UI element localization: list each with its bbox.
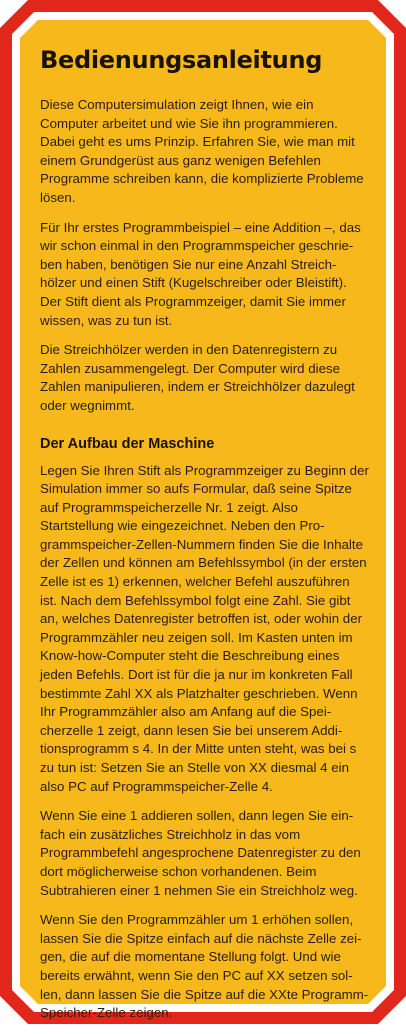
section-heading: Der Aufbau der Maschine xyxy=(40,435,215,452)
page-title: Bedienungsanleitung xyxy=(40,46,323,74)
first-program-paragraph: Für Ihr erstes Programmbeispiel – eine Addition –, das wir schon einmal in den Programmspeicher geschrie-ben haben, benötigen Sie nur eine Anzahl Streich-hölzer und einen Stift (Kugelschreiber oder Bleistift). Der Stift dient als Programmzeiger, damit Sie immer wissen, was zu tun ist. xyxy=(40,219,361,328)
add-subtract-paragraph: Wenn Sie eine 1 addieren sollen, dann legen Sie ein-fach ein zusätzliches Streichholz in das vom Programmbefehl angesprochene Datenregister zu den dort möglicherweise schon vorhandenen. Beim Subtrahieren einer 1 nehmen Sie ein Streichholz weg. xyxy=(40,808,361,898)
machine-structure-paragraph: Legen Sie Ihren Stift als Programmzeiger zu Beginn der Simulation immer so aufs Formular, daß seine Spitze auf Programmspeicherzelle Nr. 1 zeigt. Also Startstellung wie eingezeichnet. Neben den Pro-grammspeicher-Zellen-Nummern finden Sie die Inhalte der Zellen und können am Befehlssymbol (in der ersten Zelle ist es 1) erkennen, welcher Befehl auszuführen ist. Nach dem Befehlssymbol folgt eine Zahl. Sie gibt an, welches Datenregister betroffen ist, oder wohin der Programmzähler neu zeigen soll. Im Kasten unten im Know-how-Computer steht die Beschreibung eines jeden Befehls. Dort ist für die ja nur im konkreten Fall bestimmte Zahl XX als Platzhalter geschrieben. Wenn Ihr Programmzähler also am Anfang auf die Spei-cherzelle 1 zeigt, dann lesen Sie bei unserem Addi-tionsprogramm s 4. In der Mitte unten steht, was bei s zu tun ist: Setzen Sie an Stelle von XX diesmal 4 ein also PC auf Programmspeicher-Zelle 4. xyxy=(40,462,369,794)
program-counter-paragraph: Wenn Sie den Programmzähler um 1 erhöhen sollen, lassen Sie die Spitze einfach auf die nächste Zelle zei-gen, die auf die momentane Stellung folgt. Und wie bereits erwähnt, wenn Sie den PC auf XX setzen sol-len, dann lassen Sie die Spitze auf die XXte Programm-Speicher-Zelle zeigen. xyxy=(40,912,369,1021)
matches-paragraph: Die Streichhölzer werden in den Datenregistern zu Zahlen zusammengelegt. Der Computer wird diese Zahlen manipulieren, indem er Streichhölzer dazulegt oder wegnimmt. xyxy=(40,342,355,413)
intro-paragraph: Diese Computersimulation zeigt Ihnen, wie ein Computer arbeitet und wie Sie ihn programmieren. Dabei geht es ums Prinzip. Erfahren Sie, wie man mit einem Grundgerüst aus ganz wenigen Befehlen Programme schreiben kann, die komplizierte Probleme lösen. xyxy=(40,97,364,205)
instructions-content xyxy=(40,46,370,1034)
